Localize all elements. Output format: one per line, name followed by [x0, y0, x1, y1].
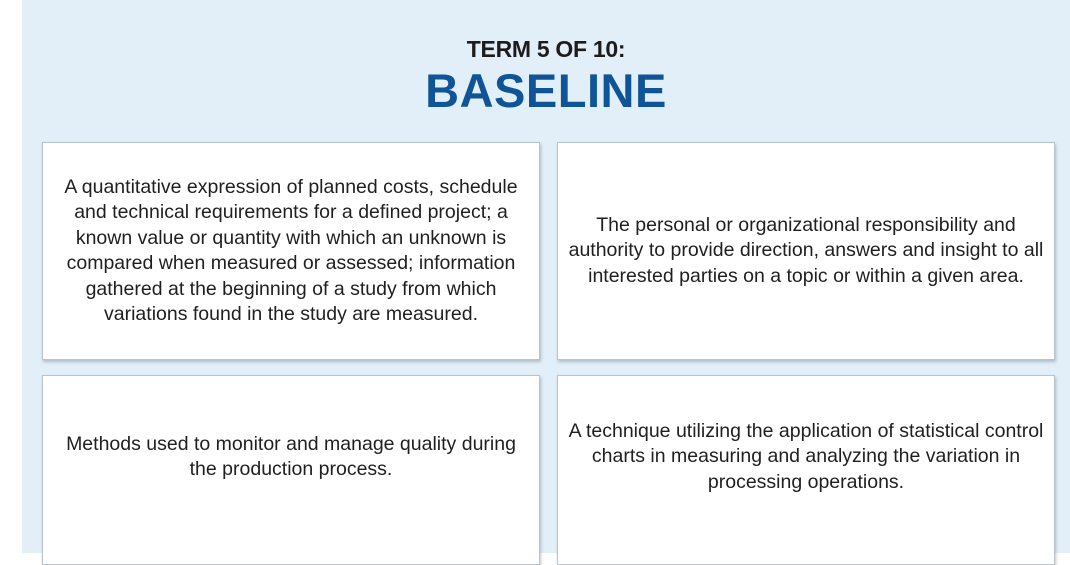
definition-text: A quantitative expression of planned costs, schedule and technical requirements for a defined project; a known value or quantity with which an unknown is compared when measured or assessed; information gathered at the beginning of a study from which variations found in the study are measured. — [64, 175, 518, 325]
definition-text: A technique utilizing the application of statistical control charts in measuring and analyzing the variation in processing operations. — [568, 419, 1044, 493]
term-header — [22, 34, 1070, 118]
definition-card-2[interactable] — [557, 142, 1055, 360]
definition-text: The personal or organizational responsibility and authority to provide direction, answers and insight to all interested parties on a topic or within a given area. — [568, 213, 1044, 287]
term-title: BASELINE — [425, 64, 667, 117]
definition-text: Methods used to monitor and manage quality during the production process. — [66, 432, 516, 480]
definition-card-4[interactable] — [557, 375, 1055, 565]
term-counter: TERM 5 OF 10: — [466, 36, 626, 62]
definition-card-1[interactable] — [42, 142, 540, 360]
definition-card-3[interactable] — [42, 375, 540, 565]
quiz-panel — [22, 0, 1070, 553]
